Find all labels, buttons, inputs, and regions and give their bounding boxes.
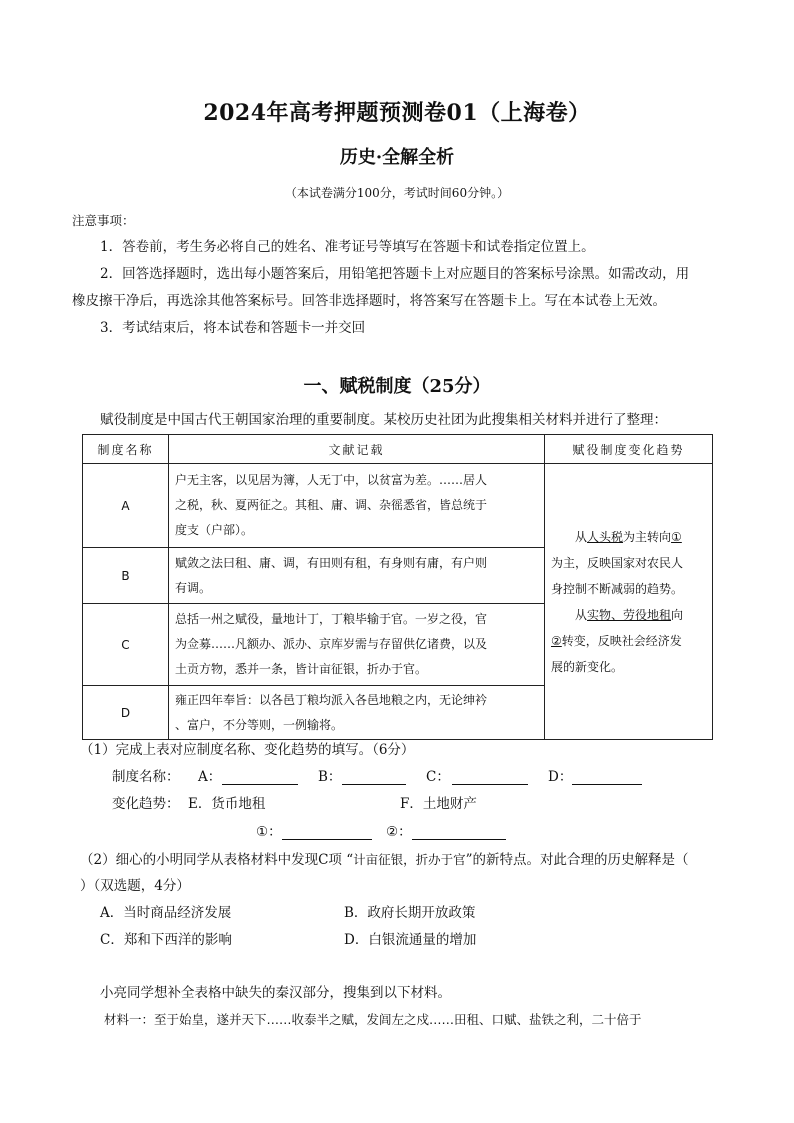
section-intro: 赋役制度是中国古代王朝国家治理的重要制度。某校历史社团为此搜集相关材料并进行了整理： bbox=[100, 412, 667, 428]
header-records: 文献记载 bbox=[169, 435, 545, 464]
material-1 bbox=[104, 1010, 642, 1030]
q1-c-label: C： bbox=[426, 769, 450, 785]
notice-heading: 注意事项： bbox=[72, 213, 135, 228]
trend-underline-1: 人头税 bbox=[587, 529, 624, 544]
answer-blank-d[interactable] bbox=[572, 770, 642, 785]
table-header-row bbox=[83, 435, 713, 464]
trend-mark-2: ② bbox=[551, 633, 562, 648]
q1-circle-1-label: ①： bbox=[256, 824, 282, 840]
header-system-name: 制度名称 bbox=[83, 435, 169, 464]
exam-title: 2024年高考押题预测卷01（上海卷） bbox=[203, 100, 591, 126]
answer-blank-2[interactable] bbox=[412, 825, 506, 840]
q1-stem: （1）完成上表对应制度名称、变化趋势的填写。（6分） bbox=[80, 742, 415, 758]
row-d-record: 雍正四年奉旨：以各邑丁粮均派入各邑地粮之内，无论绅衿 、富户，不分等则，一例输将。 bbox=[169, 686, 545, 740]
trend-cell: 从人头税为主转向① 为主，反映国家对农民人 身控制不断减弱的趋势。 从实物、劳役地租向 ②转变，反映社会经济发 展的新变化。 bbox=[545, 464, 713, 740]
q2-option-d[interactable]: D．白银流通量的增加 bbox=[344, 932, 477, 948]
q1-circle-2-label: ②： bbox=[386, 824, 412, 840]
table-row bbox=[83, 464, 713, 548]
trend-underline-2: 实物、劳役地租 bbox=[587, 607, 672, 622]
exam-note: （本试卷满分100分，考试时间60分钟。） bbox=[284, 186, 510, 200]
q1-b-label: B： bbox=[318, 769, 342, 785]
row-c-name: C bbox=[83, 604, 169, 686]
q2-option-c[interactable]: C．郑和下西洋的影响 bbox=[100, 932, 232, 948]
q1-option-f: F．土地财产 bbox=[400, 796, 477, 812]
trend-mark-1: ① bbox=[671, 529, 682, 544]
material-intro: 小亮同学想补全表格中缺失的秦汉部分，搜集到以下材料。 bbox=[100, 985, 451, 1001]
q1-names-label: 制度名称： bbox=[112, 769, 180, 785]
q1-d-label: D： bbox=[548, 769, 573, 785]
q1-trend-label: 变化趋势： bbox=[112, 796, 180, 812]
notice-item-2: 2．回答选择题时，选出每小题答案后，用铅笔把答题卡上对应题目的答案标号涂黑。如需改动，用 bbox=[100, 266, 690, 282]
answer-blank-a[interactable] bbox=[222, 770, 298, 785]
q2-quote: 计亩征银，折办于官 bbox=[353, 852, 466, 867]
q2-option-b[interactable]: B．政府长期开放政策 bbox=[344, 905, 476, 921]
row-d-name: D bbox=[83, 686, 169, 740]
q1-option-e: E．货币地租 bbox=[188, 796, 266, 812]
row-c-record: 总括一州之赋役，量地计丁，丁粮毕输于官。一岁之役，官 为佥募……凡额办、派办、京库岁需与存留供亿诸费，以及 土贡方物，悉并一条，皆计亩征银，折办于官。 bbox=[169, 604, 545, 686]
notice-item-2-cont: 橡皮擦干净后，再选涂其他答案标号。回答非选择题时，将答案写在答题卡上。写在本试卷上无效。 bbox=[72, 293, 666, 309]
material-1-label: 材料一： bbox=[104, 1012, 155, 1027]
row-a-name: A bbox=[83, 464, 169, 548]
tax-system-table bbox=[82, 434, 713, 740]
q2-stem: （2）细心的小明同学从表格材料中发现C项 “计亩征银，折办于官”的新特点。对此合理的历史解释是（ bbox=[80, 852, 689, 868]
q1-a-label: A： bbox=[198, 769, 222, 785]
header-trend: 赋役制度变化趋势 bbox=[545, 435, 713, 464]
material-1-text: 至于始皇，遂并天下……收泰半之赋，发闾左之戍……田租、口赋、盐铁之利，二十倍于 bbox=[154, 1012, 642, 1027]
row-b-name: B bbox=[83, 548, 169, 604]
answer-blank-b[interactable] bbox=[342, 770, 406, 785]
notice-item-1: 1．答卷前，考生务必将自己的姓名、准考证号等填写在答题卡和试卷指定位置上。 bbox=[100, 239, 595, 255]
section-title: 一、赋税制度（25分） bbox=[303, 376, 491, 397]
row-b-record: 赋敛之法曰租、庸、调，有田则有租，有身则有庸，有户则 有调。 bbox=[169, 548, 545, 604]
notice-item-3: 3．考试结束后，将本试卷和答题卡一并交回 bbox=[100, 320, 366, 336]
exam-subtitle: 历史·全解全析 bbox=[339, 147, 455, 168]
q2-option-a[interactable]: A．当时商品经济发展 bbox=[100, 905, 232, 921]
answer-blank-1[interactable] bbox=[282, 825, 372, 840]
row-a-record: 户无主客，以见居为簿，人无丁中，以贫富为差。……居人 之税，秋、夏两征之。其租、庸、调、杂徭悉省，皆总统于 度支（户部）。 bbox=[169, 464, 545, 548]
q2-stem-line2: ）（双选题，4分） bbox=[80, 878, 190, 894]
answer-blank-c[interactable] bbox=[452, 770, 528, 785]
